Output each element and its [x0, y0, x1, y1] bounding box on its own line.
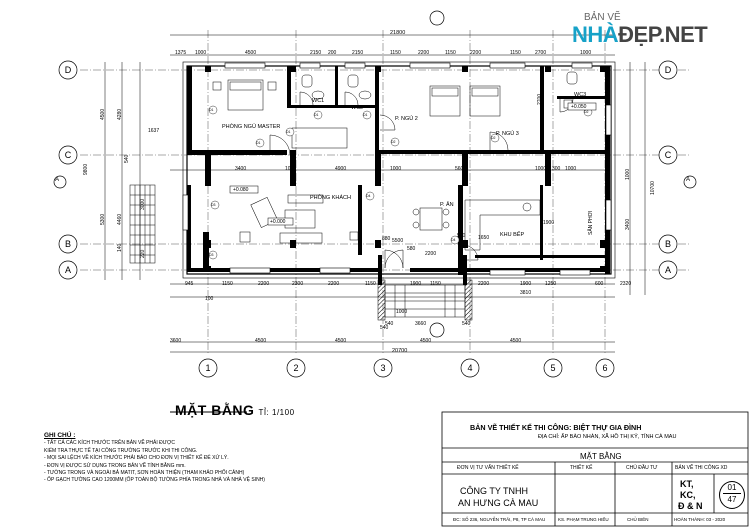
room-wc3: WC3 — [574, 92, 587, 98]
note-line: KIỂM TRA THỰC TẾ TẠI CÔNG TRƯỜNG TRƯỚC KHI THI CÔNG. — [44, 447, 198, 454]
drawing-title — [175, 402, 295, 418]
dim-mid: 1000 — [390, 166, 402, 172]
dim-left: 9800 — [83, 163, 89, 175]
level-mark: +0.080 — [233, 187, 249, 193]
door-tag: D4 — [451, 238, 456, 242]
axis-label-B: B — [64, 239, 71, 249]
dim-bottom: 4500 — [510, 338, 522, 344]
axis-label-6: 6 — [602, 363, 608, 373]
dim-bottom: 4500 — [335, 338, 347, 344]
dim-misc: 580 — [407, 246, 416, 252]
interior-walls — [187, 66, 610, 285]
dim-mid: 1000 — [565, 166, 577, 172]
axis-label-C: C — [664, 150, 672, 160]
door-tag: D4 — [366, 194, 371, 198]
axis-label-C: C — [64, 150, 72, 160]
dim-top: 200 — [328, 50, 337, 56]
dim-left: 1637 — [148, 128, 160, 134]
dim-bottom: 540 — [462, 321, 471, 327]
dim-misc: 1900 — [543, 220, 555, 226]
dim-mid: 945 — [185, 281, 194, 287]
door-tag: D2 — [584, 110, 589, 114]
door-tag: D3 — [211, 203, 216, 207]
drawing-scale: TỈ: 1/100 — [258, 408, 295, 417]
dim-top: 1375 — [175, 50, 187, 56]
dim-left: 4280 — [117, 108, 123, 120]
note-line: - TƯỜNG TRONG VÀ NGOÀI BẢ MATIT, SƠN HOÀN THIỆN (THAM KHẢO PHỐI CẢNH) — [44, 470, 245, 477]
room-wc2: WC2 — [351, 105, 364, 111]
watermark-top: BẢN VẼ — [584, 12, 621, 23]
note-line: - TẤT CẢ CÁC KÍCH THƯỚC TRÊN BẢN VẼ PHẢI ĐƯỢC — [44, 440, 175, 447]
tb-heading: BẢN VẼ THIẾT KẾ THI CÔNG: BIỆT THỰ GIA ĐÌNH — [470, 423, 642, 432]
dim-left: 3000 — [140, 198, 146, 210]
dim-mid: 1900 — [520, 281, 532, 287]
door-tag: D1 — [256, 141, 261, 145]
dim-misc: 5500 — [392, 238, 404, 244]
drawing-title-main: MẶT BẰNG — [175, 402, 255, 418]
level-mark: +0.050 — [571, 104, 587, 110]
axis-label-2: 2 — [293, 363, 299, 373]
dim-mid: 300 — [552, 166, 561, 172]
dim-bottom: 3660 — [415, 321, 427, 327]
dim-misc: 1650 — [478, 235, 490, 241]
room-ngu3: P. NGỦ 3 — [496, 131, 519, 137]
axis-label-A: A — [664, 265, 671, 275]
dim-left: 5300 — [100, 213, 106, 225]
tb-code-kt: KT, — [680, 479, 694, 489]
sheet-total: 47 — [723, 493, 741, 505]
axis-label-B: B — [664, 239, 671, 249]
room-bep: KHU BẾP — [500, 232, 525, 238]
dim-mid: 5600 — [455, 166, 467, 172]
dim-right: 3400 — [625, 218, 631, 230]
tb-col-banve: BẢN VẼ THI CÔNG XD — [675, 465, 728, 471]
dim-mid: 600 — [595, 281, 604, 287]
dim-top: 4500 — [245, 50, 257, 56]
dim-left: 4460 — [117, 213, 123, 225]
watermark-brand-a: NHÀ — [572, 22, 619, 47]
door-tag: D1 — [209, 108, 214, 112]
dim-left: 540 — [124, 154, 130, 163]
dim-mid: 1000 — [535, 166, 547, 172]
room-ngu2: P. NGỦ 2 — [395, 116, 418, 122]
notes-heading: GHI CHÚ : — [44, 432, 76, 439]
dim-misc: 3810 — [520, 290, 532, 296]
room-khach: PHÒNG KHÁCH — [310, 195, 351, 201]
tb-bottom-cb: CHỦ BIÊN — [627, 517, 649, 522]
door-tag: D1 — [286, 130, 291, 134]
sheet-no: 01 — [727, 483, 737, 492]
tb-company2: AN HƯNG CÀ MAU — [458, 498, 539, 508]
dim-top: 2200 — [418, 50, 430, 56]
dim-bottom: 1000 — [396, 309, 408, 315]
tb-company1: CÔNG TY TNHH — [460, 486, 529, 496]
tb-code-kc: KC, — [680, 490, 696, 500]
dim-right: 1000 — [625, 168, 631, 180]
dim-left: 4500 — [100, 108, 106, 120]
dim-top: 1150 — [510, 50, 521, 56]
dim-bottom: 3600 — [170, 338, 182, 344]
dim-misc: 530 — [457, 233, 466, 239]
door-tag: D1 — [314, 113, 319, 117]
room-master: PHÒNG NGỦ MASTER — [222, 124, 281, 130]
axis-label-4: 4 — [467, 363, 473, 373]
dim-top: 2150 — [310, 50, 322, 56]
dim-bottom: 540 — [385, 321, 394, 327]
dim-top: 1000 — [195, 50, 207, 56]
dim-left: 140 — [117, 243, 123, 252]
dim-misc: 880 — [382, 236, 391, 242]
note-line: - ỐP GẠCH TƯỜNG CAO 1200MM (ỐP TOÀN BỘ TƯỜNG PHÍA TRONG NHÀ VÀ NHÀ VỆ SINH) — [44, 477, 265, 484]
axis-label-A: A — [64, 265, 71, 275]
note-line: - ĐƠN VỊ ĐƯỢC SỬ DỤNG TRONG BẢN VẼ TÍNH BẰNG mm. — [44, 462, 186, 469]
doors — [270, 92, 573, 268]
furniture — [213, 72, 577, 250]
axis-label-D: D — [664, 65, 672, 75]
dim-mid: 1150 — [430, 281, 441, 287]
door-tag: D2 — [391, 140, 396, 144]
door-tag: D3 — [209, 253, 214, 257]
room-wc1: WC1 — [312, 98, 325, 104]
sheet-number-badge — [719, 481, 745, 509]
watermark-brand — [572, 22, 707, 48]
tb-col-chudautu: CHỦ ĐẦU TƯ — [626, 465, 658, 471]
dim-right: 2700 — [537, 93, 543, 105]
dim-mid: 1000 — [285, 166, 297, 172]
dim-mid: 1250 — [545, 281, 557, 287]
axis-label-1: 1 — [205, 363, 211, 373]
dim-top: 1150 — [445, 50, 456, 56]
general-notes — [44, 432, 404, 485]
tb-col-thietke: THIẾT KẾ — [570, 465, 593, 471]
dim-top: 2200 — [470, 50, 482, 56]
tb-address: ĐỊA CHỈ: ẤP BÀO NHÀN, XÃ HỒ THỊ KỶ, TỈNH CÀ MAU — [538, 434, 677, 440]
tb-bottom-kt: KS. PHẠM TRUNG HIẾU — [558, 517, 609, 522]
room-sanphoi: SÂN PHƠI — [588, 210, 594, 235]
axis-label-3: 3 — [380, 363, 386, 373]
section-label: A — [686, 177, 691, 183]
door-tag: D2 — [491, 136, 496, 140]
dim-top: 1150 — [390, 50, 401, 56]
dim-bottom: 4500 — [255, 338, 267, 344]
dim-mid: 1900 — [410, 281, 422, 287]
dim-mid: 2200 — [478, 281, 490, 287]
dim-mid: 4900 — [335, 166, 347, 172]
dim-mid: 2200 — [328, 281, 340, 287]
dim-misc: 100 — [205, 296, 214, 302]
watermark-brand-b: ĐẸP.NET — [618, 22, 708, 47]
tb-sheet-name: MẶT BẰNG — [580, 452, 622, 461]
dim-mid: 2200 — [258, 281, 270, 287]
dim-total-top: 21800 — [390, 30, 406, 36]
stairs — [130, 185, 472, 320]
dim-mid: 2300 — [292, 281, 304, 287]
note-line: - MỌI SAI LỆCH VỀ KÍCH THƯỚC PHẢI BÁO CHO ĐƠN VỊ THIẾT KẾ ĐỂ XỬ LÝ. — [44, 455, 229, 462]
tb-bottom-addr: ĐC: SỐ 236, NGUYỄN TRÃI, P8, TP CÀ MAU — [453, 517, 546, 522]
tb-col-donvi: ĐƠN VỊ TƯ VẤN THIẾT KẾ — [457, 465, 519, 471]
dim-right: 10700 — [650, 181, 656, 195]
dim-left: 220 — [140, 249, 146, 258]
dim-top: 2700 — [535, 50, 547, 56]
section-label: A — [55, 177, 60, 183]
room-an: P. ĂN — [440, 202, 454, 208]
dim-top: 2150 — [352, 50, 364, 56]
tb-bottom-done: HOÀN THÀNH: 03 - 2020 — [674, 517, 726, 522]
dim-misc: 540 — [380, 325, 389, 331]
dim-mid: 1150 — [222, 281, 233, 287]
dim-misc: 2200 — [425, 251, 437, 257]
dim-mid: 3400 — [235, 166, 247, 172]
dim-top: 1000 — [580, 50, 592, 56]
door-tag: D1 — [363, 113, 368, 117]
level-mark: +0.000 — [270, 219, 286, 225]
dim-total-bottom: 20700 — [392, 348, 408, 354]
tb-code-dn: Đ & N — [678, 501, 703, 511]
dim-bottom: 4500 — [420, 338, 432, 344]
axis-label-5: 5 — [550, 363, 556, 373]
dim-mid: 1150 — [365, 281, 376, 287]
dim-mid: 2320 — [620, 281, 632, 287]
axis-label-D: D — [64, 65, 72, 75]
